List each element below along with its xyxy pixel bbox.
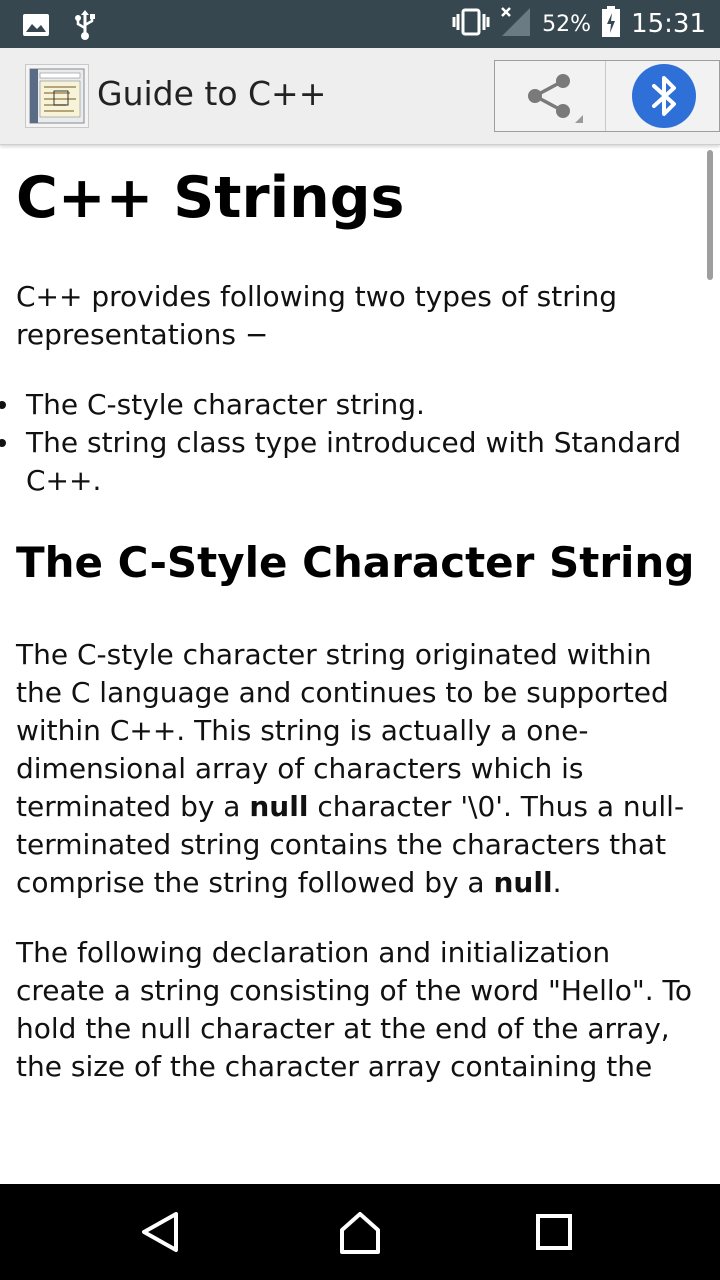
bluetooth-button[interactable]: [632, 64, 696, 128]
paragraph-2: The following declaration and initialization create a string consisting of the word "Hello". To hold the null character at the end of the array, the size of the character array containing the: [16, 936, 692, 1083]
app-bar: [0, 48, 720, 145]
null-keyword: null: [249, 790, 309, 823]
paragraph-text: character '\0'. Thus a null-terminated string contains the characters that comprise the string followed by a: [16, 790, 685, 899]
bullet-icon: [0, 439, 6, 447]
null-keyword: null: [493, 866, 553, 899]
bullet-icon: [0, 401, 6, 409]
home-icon: [336, 1241, 384, 1260]
vibrate-icon: [452, 8, 490, 40]
action-buttons: [494, 60, 720, 132]
paragraph-text: .: [552, 866, 562, 899]
paragraph-1: [16, 636, 706, 902]
scrollbar[interactable]: [707, 150, 713, 280]
section-title: The C-Style Character String: [16, 538, 695, 587]
paragraph-text: The C-style character string originated within the C language and continues to be supported within C++. This string is actually a one-dimensional array of characters which is terminated by a: [16, 638, 669, 823]
back-button[interactable]: [136, 1208, 184, 1256]
battery-percent: 52%: [542, 11, 592, 37]
list-item-text: The string class type introduced with Standard C++.: [26, 426, 682, 497]
home-button[interactable]: [336, 1208, 384, 1256]
signal-icon: [500, 6, 532, 42]
article-content[interactable]: [0, 146, 720, 1184]
bluetooth-icon: [632, 113, 696, 132]
status-bar: [0, 0, 720, 48]
list-item: [26, 386, 706, 424]
image-icon: [22, 11, 50, 43]
intro-paragraph: C++ provides following two types of string representations −: [16, 280, 618, 351]
action-divider: [605, 61, 606, 131]
share-icon: [495, 116, 605, 135]
app-logo-icon: [25, 64, 89, 128]
back-icon: [136, 1241, 184, 1260]
battery-icon: [601, 6, 621, 42]
app-title: Guide to C++: [97, 74, 327, 113]
recents-icon: [530, 1241, 578, 1260]
clock: 15:31: [631, 9, 706, 39]
share-button[interactable]: [495, 61, 605, 131]
page-title: C++ Strings: [16, 165, 405, 231]
recents-button[interactable]: [530, 1208, 578, 1256]
list-item-text: The C-style character string.: [26, 388, 425, 421]
list-item: [26, 424, 706, 500]
navigation-bar: [0, 1184, 720, 1280]
usb-icon: [72, 9, 98, 45]
